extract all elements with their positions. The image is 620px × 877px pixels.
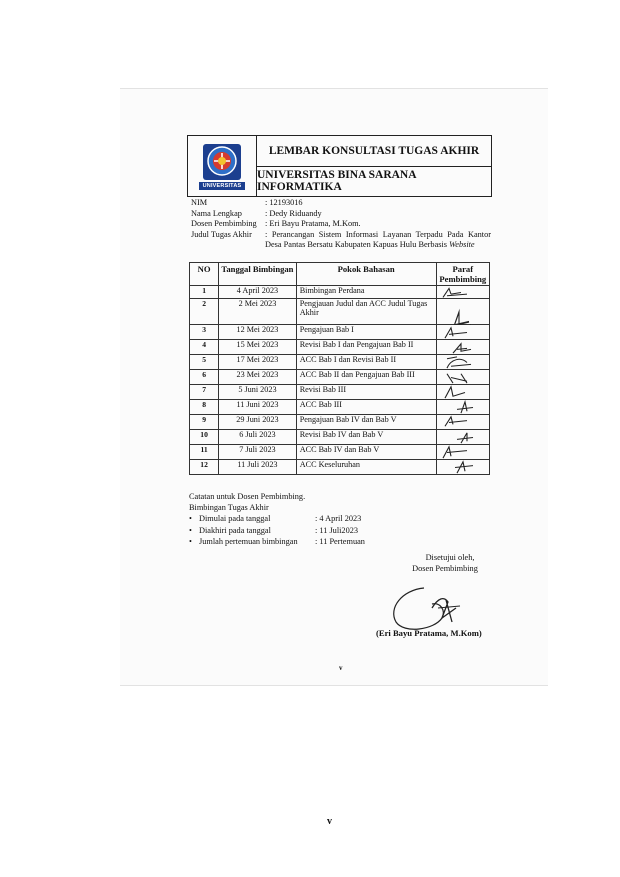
bullet-icon: • <box>189 536 192 546</box>
cell-signature <box>436 385 489 400</box>
table-row <box>190 460 490 475</box>
paraf-signature <box>437 299 485 325</box>
col-header-date: Tanggal Bimbingan <box>219 263 297 286</box>
notes-title: Catatan untuk Dosen Pembimbing. <box>189 492 306 501</box>
cell-date: 29 Juni 2023 <box>219 415 297 430</box>
approval-role: Dosen Pembimbing <box>412 564 478 574</box>
cell-signature <box>436 325 489 340</box>
cell-topic: Bimbingan Perdana <box>296 286 436 299</box>
notes-subtitle: Bimbingan Tugas Akhir <box>189 503 269 513</box>
paraf-signature <box>437 286 485 299</box>
cell-topic: Revisi Bab IV dan Bab V <box>296 430 436 445</box>
paraf-signature <box>437 385 485 400</box>
cell-topic: Pengajuan Bab IV dan Bab V <box>296 415 436 430</box>
col-header-no: NO <box>190 263 219 286</box>
thesis-title-text: : Perancangan Sistem Informasi Layanan Terpadu Pada Kantor Desa Pantas Bersatu Kabupaten Kapuas Hulu Berbasis <box>265 229 491 249</box>
table-row <box>190 415 490 430</box>
info-value: : 12193016 <box>265 198 303 207</box>
info-row-nim <box>191 198 491 209</box>
cell-no: 10 <box>190 430 219 445</box>
notes-item-value: : 4 April 2023 <box>315 514 362 524</box>
cell-date: 17 Mei 2023 <box>219 355 297 370</box>
notes-item-label: Diakhiri pada tanggal <box>199 525 271 535</box>
table-row <box>190 430 490 445</box>
cell-date: 11 Juli 2023 <box>219 460 297 475</box>
cell-no: 11 <box>190 445 219 460</box>
table-row <box>190 299 490 325</box>
info-row-name <box>191 209 491 220</box>
cell-signature <box>436 370 489 385</box>
table-row <box>190 385 490 400</box>
thesis-title-italic: Website <box>449 240 475 249</box>
student-info <box>191 198 491 251</box>
document-title: LEMBAR KONSULTASI TUGAS AKHIR <box>257 136 491 167</box>
cell-date: 11 Juni 2023 <box>219 400 297 415</box>
consultation-table <box>189 262 490 475</box>
cell-date: 4 April 2023 <box>219 286 297 299</box>
logo-caption: UNIVERSITAS <box>199 182 246 190</box>
table-header-row <box>190 263 490 286</box>
info-value <box>265 230 491 251</box>
paraf-signature <box>437 400 485 415</box>
cell-signature <box>436 400 489 415</box>
table-row <box>190 400 490 415</box>
cell-topic: ACC Bab IV dan Bab V <box>296 445 436 460</box>
cell-no: 6 <box>190 370 219 385</box>
cell-no: 7 <box>190 385 219 400</box>
cell-no: 4 <box>190 340 219 355</box>
cell-topic: ACC Keseluruhan <box>296 460 436 475</box>
table-row <box>190 445 490 460</box>
table-row <box>190 325 490 340</box>
table-row <box>190 355 490 370</box>
notes-item-label: Jumlah pertemuan bimbingan <box>199 536 298 546</box>
cell-signature <box>436 415 489 430</box>
table-row <box>190 370 490 385</box>
university-logo <box>188 136 257 196</box>
cell-date: 2 Mei 2023 <box>219 299 297 325</box>
notes-item-start <box>189 513 409 524</box>
cell-topic: ACC Bab I dan Revisi Bab II <box>296 355 436 370</box>
cell-topic: ACC Bab II dan Pengajuan Bab III <box>296 370 436 385</box>
paraf-signature <box>437 430 485 445</box>
cell-signature <box>436 340 489 355</box>
table-row <box>190 286 490 299</box>
cell-no: 8 <box>190 400 219 415</box>
cell-topic: Pengjauan Judul dan ACC Judul Tugas Akhir <box>296 299 436 325</box>
cell-signature <box>436 445 489 460</box>
cell-signature <box>436 460 489 475</box>
cell-no: 5 <box>190 355 219 370</box>
paraf-signature <box>437 355 485 370</box>
cell-signature <box>436 286 489 299</box>
approval-block <box>390 552 500 574</box>
cell-no: 12 <box>190 460 219 475</box>
cell-no: 1 <box>190 286 219 299</box>
cell-no: 3 <box>190 325 219 340</box>
cell-signature <box>436 299 489 325</box>
cell-signature <box>436 430 489 445</box>
col-header-topic: Pokok Bahasan <box>296 263 436 286</box>
info-value: : Eri Bayu Pratama, M.Kom. <box>265 219 361 228</box>
notes-item-label: Dimulai pada tanggal <box>199 514 271 524</box>
notes-item-end <box>189 525 409 536</box>
cell-topic: ACC Bab III <box>296 400 436 415</box>
paraf-signature <box>437 340 485 355</box>
paraf-signature <box>437 460 485 475</box>
signer-name: (Eri Bayu Pratama, M.Kom) <box>376 628 482 638</box>
info-label: Nama Lengkap <box>191 208 242 218</box>
info-value: : Dedy Riduandy <box>265 208 322 218</box>
col-header-signature: Paraf Pembimbing <box>436 263 489 286</box>
bullet-icon: • <box>189 514 192 524</box>
cell-date: 23 Mei 2023 <box>219 370 297 385</box>
cell-no: 9 <box>190 415 219 430</box>
ubsi-emblem-icon <box>201 143 243 181</box>
paraf-signature <box>437 445 485 460</box>
cell-date: 6 Juli 2023 <box>219 430 297 445</box>
cell-topic: Revisi Bab I dan Pengajuan Bab II <box>296 340 436 355</box>
info-label: NIM <box>191 198 208 207</box>
paraf-signature <box>437 325 485 340</box>
cell-date: 15 Mei 2023 <box>219 340 297 355</box>
notes-item-count <box>189 536 409 547</box>
cell-topic: Pengajuan Bab I <box>296 325 436 340</box>
supervisor-notes <box>189 491 409 547</box>
paraf-signature <box>437 370 485 385</box>
info-row-thesis-title <box>191 230 491 251</box>
cell-date: 12 Mei 2023 <box>219 325 297 340</box>
info-label: Dosen Pembimbing <box>191 219 257 228</box>
scan-page-number: v <box>339 664 343 672</box>
document-header <box>187 135 492 197</box>
bullet-icon: • <box>189 525 192 535</box>
info-row-supervisor <box>191 219 491 230</box>
cell-topic: Revisi Bab III <box>296 385 436 400</box>
paraf-signature <box>437 415 485 430</box>
notes-item-value: : 11 Juli2023 <box>315 525 359 535</box>
university-name: UNIVERSITAS BINA SARANA INFORMATIKA <box>257 169 416 194</box>
notes-item-value: : 11 Pertemuan <box>315 536 365 546</box>
approval-line: Disetujui oleh, <box>425 553 475 562</box>
cell-no: 2 <box>190 299 219 325</box>
table-row <box>190 340 490 355</box>
info-label: Judul Tugas Akhir <box>191 229 252 239</box>
page-number: v <box>327 816 332 827</box>
cell-date: 7 Juli 2023 <box>219 445 297 460</box>
cell-signature <box>436 355 489 370</box>
cell-date: 5 Juni 2023 <box>219 385 297 400</box>
